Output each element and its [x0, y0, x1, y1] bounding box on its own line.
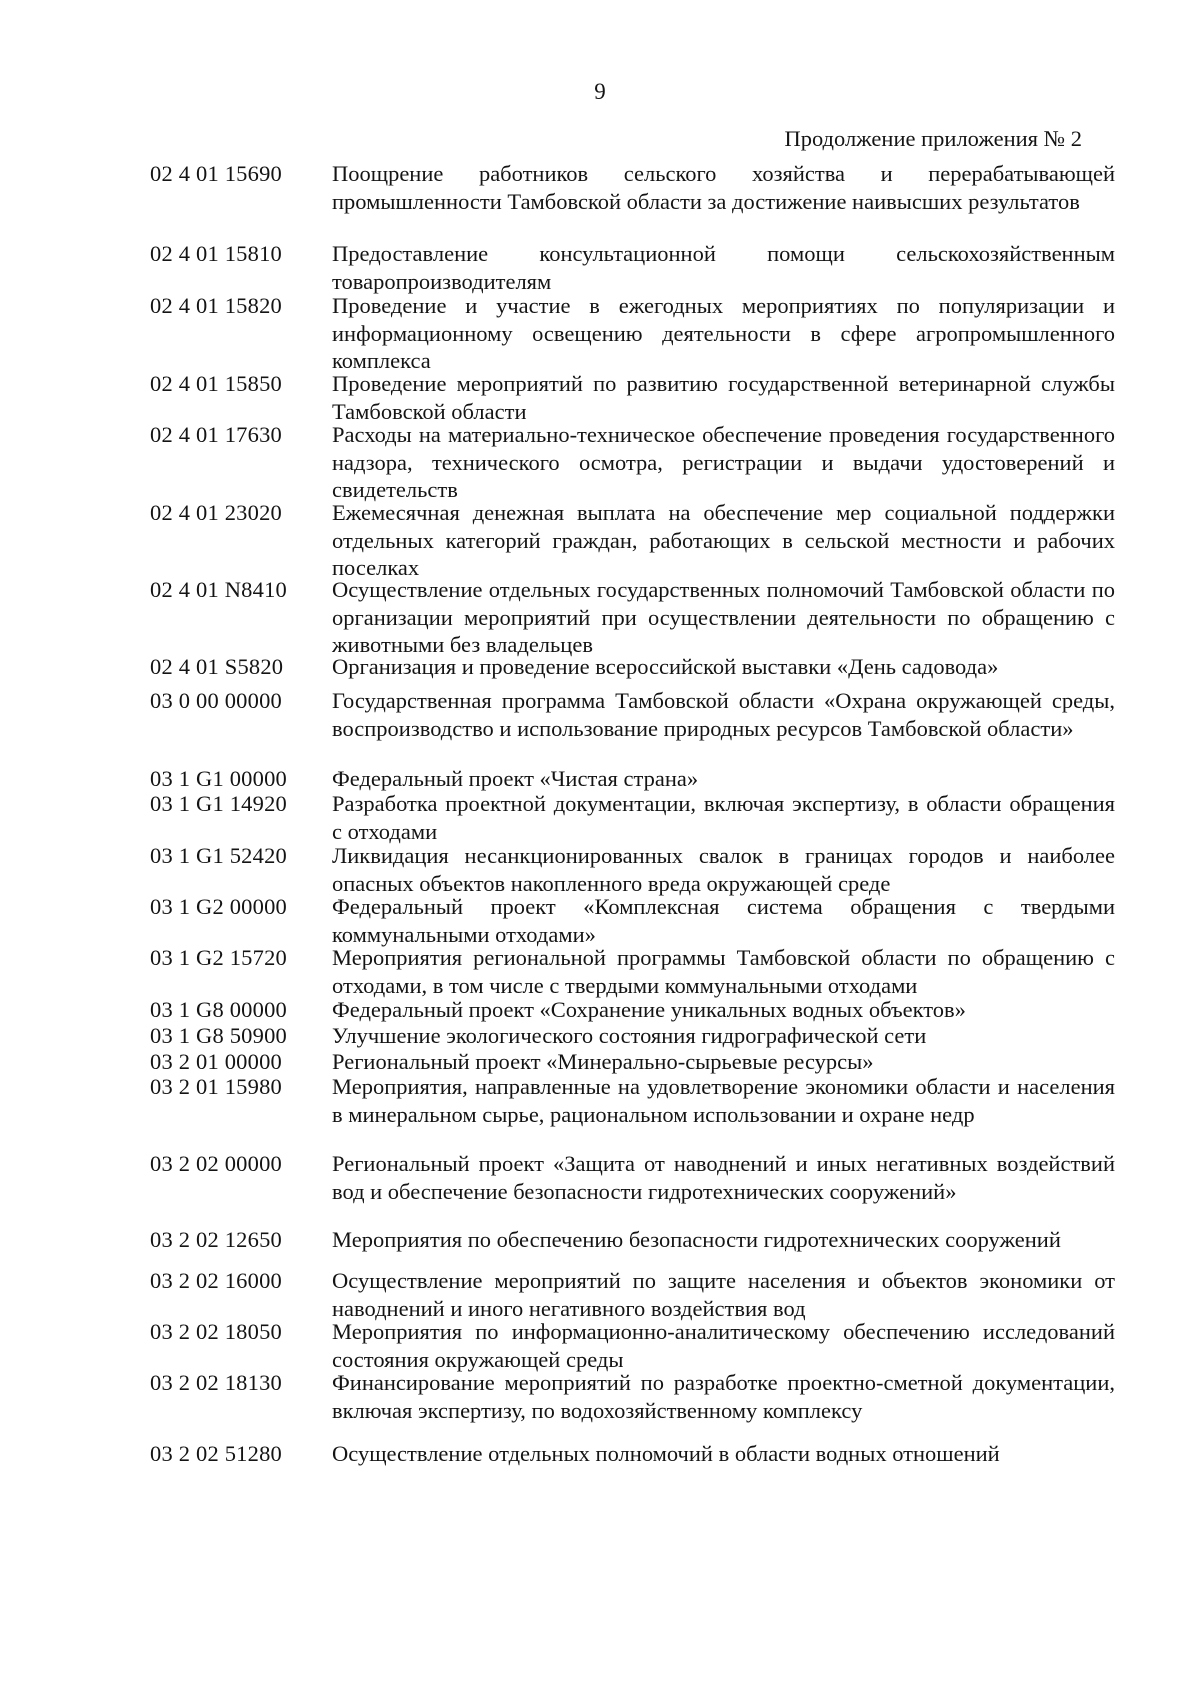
row-description: Осуществление отдельных государственных полномочий Тамбовской области по организации мероприятий при осуществлении деятельности по обращению с животными без владельцев — [332, 577, 1115, 658]
row-code: 02 4 01 17630 — [150, 422, 282, 447]
row-description: Разработка проектной документации, включая экспертизу, в области обращения с отходами — [332, 791, 1115, 844]
row-description: Поощрение работников сельского хозяйства и перерабатывающей промышленности Тамбовской области за достижение наивысших результатов — [332, 161, 1115, 214]
row-description: Проведение мероприятий по развитию государственной ветеринарной службы Тамбовской области — [332, 371, 1115, 424]
row-code: 03 2 02 00000 — [150, 1151, 282, 1176]
row-code: 03 2 02 51280 — [150, 1441, 282, 1466]
row-code: 03 0 00 00000 — [150, 688, 282, 713]
row-code: 03 2 02 18130 — [150, 1370, 282, 1395]
row-code: 03 1 G1 00000 — [150, 766, 287, 791]
row-description: Региональный проект «Защита от наводнений и иных негативных воздействий вод и обеспечение безопасности гидротехнических сооружений» — [332, 1151, 1115, 1204]
row-description: Мероприятия по обеспечению безопасности гидротехнических сооружений — [332, 1227, 1061, 1252]
row-description: Осуществление мероприятий по защите населения и объектов экономики от наводнений и иного негативного воздействия вод — [332, 1268, 1115, 1321]
row-code: 03 1 G2 15720 — [150, 945, 287, 970]
row-code: 03 2 02 12650 — [150, 1227, 282, 1252]
row-description: Организация и проведение всероссийской выставки «День садовода» — [332, 654, 999, 679]
row-code: 03 1 G2 00000 — [150, 894, 287, 919]
row-code: 02 4 01 N8410 — [150, 577, 287, 602]
row-description: Предоставление консультационной помощи сельскохозяйственным товаропроизводителям — [332, 241, 1115, 294]
row-description: Проведение и участие в ежегодных мероприятиях по популяризации и информационному освещению деятельности в сфере агропромышленного комплекса — [332, 293, 1115, 374]
row-description: Улучшение экологического состояния гидрографической сети — [332, 1023, 927, 1048]
row-code: 02 4 01 23020 — [150, 500, 282, 525]
row-description: Расходы на материально-техническое обеспечение проведения государственного надзора, технического осмотра, регистрации и выдачи удостоверений и свидетельств — [332, 422, 1115, 503]
row-code: 03 1 G1 52420 — [150, 843, 287, 868]
row-description: Ликвидация несанкционированных свалок в границах городов и наиболее опасных объектов накопленного вреда окружающей среде — [332, 843, 1115, 896]
row-code: 02 4 01 15820 — [150, 293, 282, 318]
appendix-note: Продолжение приложения № 2 — [784, 126, 1082, 151]
row-description: Осуществление отдельных полномочий в области водных отношений — [332, 1441, 1000, 1466]
row-code: 02 4 01 15810 — [150, 241, 282, 266]
row-code: 03 1 G1 14920 — [150, 791, 287, 816]
row-description: Федеральный проект «Чистая страна» — [332, 766, 699, 791]
row-description: Ежемесячная денежная выплата на обеспечение мер социальной поддержки отдельных категорий граждан, работающих в сельской местности и рабочих поселках — [332, 500, 1115, 581]
row-description: Федеральный проект «Комплексная система обращения с твердыми коммунальными отходами» — [332, 894, 1115, 947]
row-description: Федеральный проект «Сохранение уникальных водных объектов» — [332, 997, 966, 1022]
row-code: 03 2 02 18050 — [150, 1319, 282, 1344]
row-code: 03 1 G8 00000 — [150, 997, 287, 1022]
row-code: 03 2 01 15980 — [150, 1074, 282, 1099]
row-code: 02 4 01 S5820 — [150, 654, 284, 679]
row-code: 03 1 G8 50900 — [150, 1023, 287, 1048]
row-code: 02 4 01 15850 — [150, 371, 282, 396]
page-number: 9 — [594, 79, 606, 104]
row-description: Мероприятия, направленные на удовлетворение экономики области и населения в минеральном сырье, рациональном использовании и охране недр — [332, 1074, 1115, 1127]
row-code: 02 4 01 15690 — [150, 161, 282, 186]
row-description: Мероприятия региональной программы Тамбовской области по обращению с отходами, в том числе с твердыми коммунальными отходами — [332, 945, 1115, 998]
row-description: Финансирование мероприятий по разработке проектно-сметной документации, включая экспертизу, по водохозяйственному комплексу — [332, 1370, 1115, 1423]
row-code: 03 2 01 00000 — [150, 1049, 282, 1074]
row-description: Государственная программа Тамбовской области «Охрана окружающей среды, воспроизводство и использование природных ресурсов Тамбовской области» — [332, 688, 1115, 741]
row-description: Мероприятия по информационно-аналитическому обеспечению исследований состояния окружающей среды — [332, 1319, 1115, 1372]
row-description: Региональный проект «Минерально-сырьевые ресурсы» — [332, 1049, 874, 1074]
row-code: 03 2 02 16000 — [150, 1268, 282, 1293]
